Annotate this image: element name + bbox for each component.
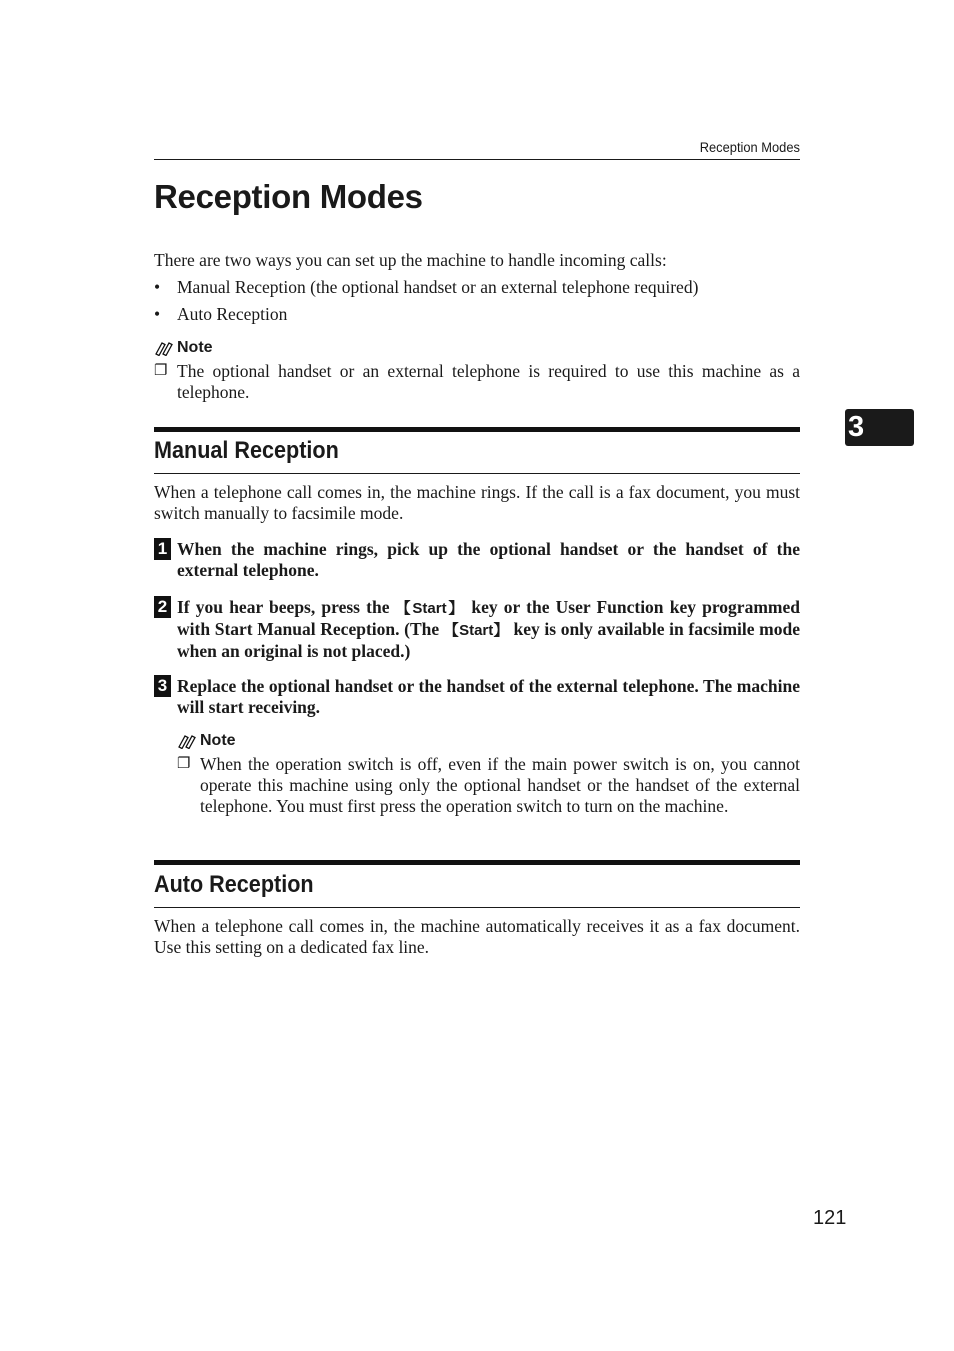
pencil-note-icon — [177, 733, 197, 749]
note-label: Note — [200, 732, 236, 749]
step-number-badge: 3 — [154, 675, 171, 697]
page-number: 121 — [813, 1207, 847, 1229]
checkbox-bullet-icon: ❐ — [177, 756, 191, 772]
bullet-text: Auto Reception — [177, 304, 288, 324]
note-label: Note — [177, 339, 213, 356]
section-rule-bottom — [154, 907, 800, 908]
manual-intro-paragraph: When a telephone call comes in, the machine rings. If the call is a fax document, you must switch manually to facsimile mode. — [154, 482, 800, 523]
note-block — [177, 732, 800, 817]
section-heading-auto-reception: Auto Reception — [154, 871, 314, 898]
step-2 — [154, 596, 800, 662]
running-header: Reception Modes — [699, 139, 800, 155]
step-text-part: If you hear beeps, press the — [177, 597, 396, 617]
intro-paragraph: There are two ways you can set up the machine to handle incoming calls: — [154, 250, 667, 270]
bullet-text: Manual Reception (the optional handset or an external telephone required) — [177, 277, 699, 297]
bullet-item — [154, 304, 800, 325]
step-text: Replace the optional handset or the handset of the external telephone. The machine will start receiving. — [177, 676, 800, 717]
section-rule-bottom — [154, 473, 800, 474]
header-rule — [154, 159, 800, 160]
step-text-part: key or the User Function key programmed with Start Manual Reception. (The — [177, 597, 800, 639]
section-heading-manual-reception: Manual Reception — [154, 437, 339, 464]
note-text: When the operation switch is off, even if the main power switch is on, you cannot operate this machine using only the optional handset or the handset of the external telephone. You must first press the operation switch to turn on the machine. — [200, 754, 800, 816]
auto-paragraph: When a telephone call comes in, the machine automatically receives it as a fax document. Use this setting on a dedicated fax line. — [154, 916, 800, 957]
section-rule-top — [154, 427, 800, 432]
note-item — [177, 754, 800, 817]
pencil-note-icon — [154, 340, 174, 356]
bullet-icon: • — [154, 304, 161, 324]
section-rule-top — [154, 860, 800, 865]
chapter-tab: 3 — [845, 409, 914, 446]
step-text-part: key is only available in facsimile mode when an original is not placed.) — [177, 619, 800, 661]
checkbox-bullet-icon: ❐ — [154, 363, 168, 379]
step-3 — [154, 675, 800, 718]
note-block — [154, 339, 800, 403]
note-text: The optional handset or an external telephone is required to use this machine as a telephone. — [177, 361, 800, 402]
step-number-badge: 2 — [154, 596, 171, 618]
page-title: Reception Modes — [154, 178, 423, 215]
start-key-label: 【Start】 — [443, 622, 509, 639]
step-text — [177, 597, 800, 662]
step-text: When the machine rings, pick up the optional handset or the handset of the external telephone. — [177, 539, 800, 580]
bullet-icon: • — [154, 277, 161, 297]
bullet-item — [154, 277, 800, 298]
note-heading — [177, 732, 800, 750]
note-item — [154, 361, 800, 403]
step-number-badge: 1 — [154, 538, 171, 560]
start-key-label: 【Start】 — [395, 600, 466, 617]
step-1 — [154, 538, 800, 581]
note-heading — [154, 339, 800, 357]
